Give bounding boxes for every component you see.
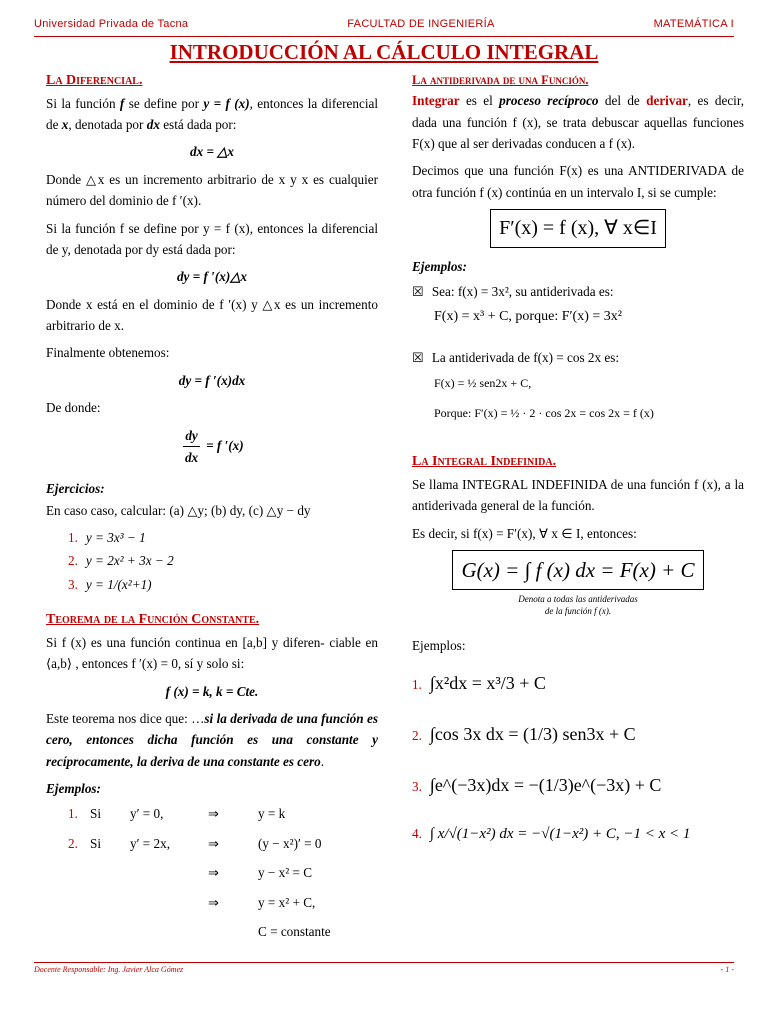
paragraph-donde-x: Donde △x es un incremento arbitrario de x y x es cualquier número del dominio de f ′(x).	[46, 171, 378, 209]
ejemplos-grid: 1. Si y′ = 0, ⇒ y = k 2. Si y′ = 2x, ⇒ (y − x²)′ = 0 ⇒ y − x² = C ⇒ y = x² + C, C = constante	[68, 806, 331, 939]
footer-teacher: Docente Responsable: Ing. Javier Alca Gómez	[34, 965, 184, 974]
ejemplos-title-right: Ejemplos:	[412, 258, 467, 274]
section-diferencial: La Diferencial.	[46, 73, 143, 88]
equation-constante: f (x) = k, k = Cte.	[165, 683, 259, 699]
footer-rule	[34, 962, 734, 963]
integral-example-3: 3. ∫e^(−3x)dx = −(1/3)e^(−3x) + C	[412, 775, 662, 796]
equation-derivative-ratio: $\frac{dy}{dx}$ = f ′(x)	[46, 425, 378, 469]
example-2-result: F(x) = ½ sen2x + C,	[434, 376, 532, 391]
integral-example-2: 2. ∫cos 3x dx = (1/3) sen3x + C	[412, 723, 636, 744]
integral-box: G(x) = ∫ f (x) dx = F(x) + C	[412, 550, 744, 590]
page-footer	[34, 965, 734, 974]
paragraph-teorema-explicacion: Este teorema nos dice que: …si la derivada de una función es cero, entonces dicha función es una constante y recíprocamente, la deriva de una constante es cero.	[46, 710, 378, 769]
header-rule	[34, 36, 734, 37]
paragraph-integrar: Integrar es el proceso recíproco del de derivar, es decir, dada una función f (x), se trata debuscar aquellas funciones F(x) que al ser derivadas conducen a f (x).	[412, 93, 744, 151]
equation-dy-dx: dy = f ′(x)dx	[178, 372, 246, 388]
ejercicios-list	[46, 527, 378, 595]
checkbox-icon: ☒	[412, 283, 424, 299]
paragraph-teorema: Si f (x) es una función continua en [a,b] y diferen- ciable en ⟨a,b⟩ , entonces f ′(x) = 0, sí y solo si:	[46, 634, 378, 672]
ejemplos-title-integral: Ejemplos:	[412, 638, 466, 654]
section-teorema-constante: Teorema de la Función Constante.	[46, 612, 260, 628]
equation-dx: dx = △x	[189, 144, 235, 160]
list-item: 2. y = 2x² + 3x − 2	[68, 553, 174, 569]
document-title: INTRODUCCIÓN AL CÁLCULO INTEGRAL	[169, 40, 599, 64]
integral-note: Denota a todas las antiderivadas de la función f (x).	[518, 594, 638, 616]
header-faculty: FACULTAD DE INGENIERÍA	[347, 18, 495, 30]
integral-example-1: 1. ∫x²dx = x³/3 + C	[412, 672, 546, 693]
paragraph-diferencial-def: Si la función f se define por y = f (x), entonces la diferencial de x, denotada por dx está dada por:	[46, 95, 379, 133]
list-item: 1. y = 3x³ − 1	[68, 530, 146, 546]
paragraph-de-donde: De donde:	[46, 400, 101, 416]
paragraph-diferencial-y: Si la función f se define por y = f (x), entonces la diferencial de y, denotada por dy está dada por:	[46, 220, 378, 257]
ejemplos-title: Ejemplos:	[46, 781, 101, 797]
right-column	[412, 70, 744, 847]
left-column	[46, 70, 378, 942]
ejercicios-intro: En caso caso, calcular: (a) △y; (b) dy, (c) △y − dy	[46, 502, 311, 518]
integral-example-4: 4. ∫ x/√(1−x²) dx = −√(1−x²) + C, −1 < x < 1	[412, 826, 691, 843]
header-university: Universidad Privada de Tacna	[34, 18, 189, 30]
equation-dy: dy = f ′(x)△x	[176, 269, 248, 285]
example-1: ☒ Sea: f(x) = 3x², su antiderivada es:	[412, 283, 614, 299]
example-1-result: F(x) = x³ + C, porque: F′(x) = 3x²	[434, 309, 622, 325]
example-2: ☒ La antiderivada de f(x) = cos 2x es:	[412, 349, 620, 365]
header-course: MATEMÁTICA I	[653, 18, 734, 30]
antiderivada-box: F′(x) = f (x), ∀ x∈I	[412, 209, 744, 247]
ejercicios-title: Ejercicios:	[46, 481, 105, 497]
paragraph-es-decir: Es decir, si f(x) = F′(x), ∀ x ∈ I, entonces:	[412, 525, 637, 541]
paragraph-integral-def: Se llama INTEGRAL INDEFINIDA de una función f (x), a la antiderivada general de la función.	[412, 476, 744, 514]
page-number: - 1 -	[720, 965, 734, 974]
section-integral-indefinida: La Integral Indefinida.	[412, 454, 557, 470]
checkbox-icon: ☒	[412, 349, 424, 365]
page-header	[34, 18, 734, 36]
paragraph-finalmente: Finalmente obtenemos:	[46, 345, 170, 361]
section-antiderivada: La antiderivada de una Función.	[412, 73, 589, 87]
paragraph-antiderivada-def: Decimos que una función F(x) es una ANTIDERIVADA de otra función f (x) continúa en un intervalo I, si se cumple:	[412, 163, 744, 200]
example-2-reason: Porque: F′(x) = ½ · 2 · cos 2x = cos 2x = f (x)	[434, 405, 654, 420]
list-item: 3. y = 1/(x²+1)	[68, 576, 152, 592]
paragraph-dominio: Donde x está en el dominio de f ′(x) y △x es un incremento arbitrario de x.	[46, 296, 378, 334]
